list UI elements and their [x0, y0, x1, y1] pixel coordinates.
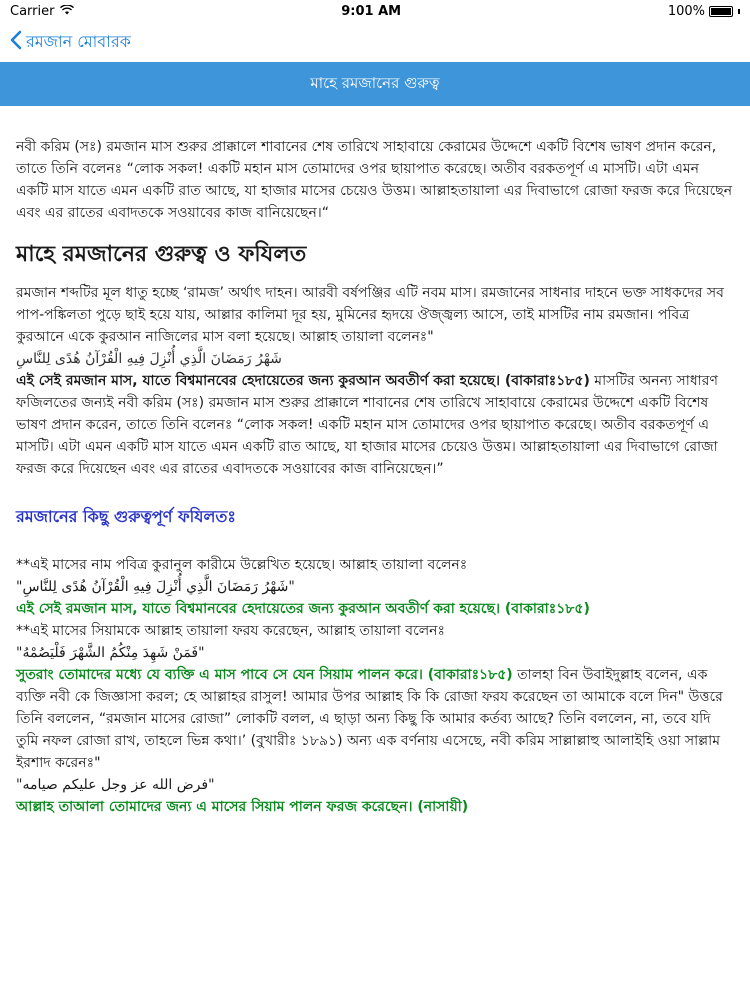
carrier-label: Carrier	[10, 3, 55, 19]
article-content	[0, 106, 750, 818]
point-2: **এই মাসের সিয়ামকে আল্লাহ তায়ালা ফরয করেছেন, আল্লাহ তায়ালা বলেনঃ	[16, 623, 445, 639]
quran-translation-bold: এই সেই রমজান মাস, যাতে বিশ্বমানবের হেদায়েতের জন্য কুরআন অবতীর্ণ করা হয়েছে। (বাকারাঃ১৮৫)	[16, 373, 590, 389]
green-translation-2: সুতরাং তোমাদের মধ্যে যে ব্যক্তি এ মাস পাবে সে যেন সিয়াম পালন করে। (বাকারাঃ১৮৫)	[16, 667, 513, 683]
paragraph-virtue-text: মাসটির অনন্য সাধারণ ফজিলতের জন্যই নবী করিম (সঃ) রমজান মাস শুরুর প্রাক্কালে শাবানের শেষ তারিখে সাহাবায়ে কেরামের উদ্দেশে একটি বিশেষ ভাষণ প্রদান করেন, তাতে তিনি বলেনঃ “লোক সকল! একটি মহান মাস তোমাদের ওপর ছায়াপাত করেছে। অতীব বরকতপূর্ণ এ মাসটি। এটা এমন একটি মাস যাতে এমন একটি রাত আছে, যা হাজার মাসের চেয়েও উত্তম। আল্লাহতায়ালা এর দিবাভাগে রোজা ফরজ করে দিয়েছেন এবং এর রাতের এবাদতকে সওয়াবের কাজ বানিয়েছেন।”	[16, 373, 718, 477]
paragraph-hadith-text: তালহা বিন উবাইদুল্লাহ বলেন, এক ব্যক্তি নবী কে জিজ্ঞাসা করল; হে আল্লাহর রাসুল! আমার উপর আল্লাহ কি কি রোজা ফরয করেছেন তা আমাকে বলে দিন" উত্তরে তিনি বললেন, “রমজান মাসের রোজা” লোকটি বলল, এ ছাড়া অন্য কিছু কি আমার কর্তব্য আছে? তিনি বললেন, না, তবে যদি তুমি নফল রোজা রাখ, তাহলে ভিন্ন কথা।’ (বুখারীঃ ১৮৯১) অন্য এক বর্ণনায় এসেছে, নবী করিম সাল্লাল্লাহু আলাইহি ওয়া সাল্লাম ইরশাদ করেনঃ"	[16, 667, 723, 771]
green-translation-1: এই সেই রমজান মাস, যাতে বিশ্বমানবের হেদায়েতের জন্য কুরআন অবতীর্ণ করা হয়েছে। (বাকারাঃ১৮৫)	[16, 601, 590, 617]
intro-paragraph: নবী করিম (সঃ) রমজান মাস শুরুর প্রাক্কালে শাবানের শেষ তারিখে সাহাবায়ে কেরামের উদ্দেশে একটি বিশেষ ভাষণ প্রদান করেন, তাতে তিনি বলেনঃ “লোক সকল! একটি মহান মাস তোমাদের ওপর ছায়াপাত করেছে। অতীব বরকতপূর্ণ এ মাসটি। এটা এমন একটি মাস যাতে এমন একটি রাত আছে, যা হাজার মাসের চেয়েও উত্তম। আল্লাহতায়ালা এর দিবাভাগে রোজা ফরজ করে দিয়েছেন এবং এর রাতের এবাদতকে সওয়াবের কাজ বানিয়েছেন।“	[16, 139, 733, 221]
green-translation-3: আল্লাহ তাআলা তোমাদের জন্য এ মাসের সিয়াম পালন ফরজ করেছেন। (নাসায়ী)	[16, 799, 469, 815]
arabic-verse-2: "شَهْرُ رَمَضَانَ الَّذِي أُنْزِلَ فِيهِ الْقُرْآنُ هُدًى لِلنَّاسِ"	[16, 579, 295, 595]
battery-icon	[709, 6, 733, 17]
arabic-verse-4: "فرض الله عز وجل عليكم صيامه"	[16, 777, 215, 793]
virtues-subheading: রমজানের কিছু গুরুত্বপূর্ণ ফযিলতঃ	[16, 507, 236, 526]
status-left	[10, 4, 74, 19]
status-bar	[0, 0, 750, 22]
battery-fill	[711, 8, 731, 15]
back-button[interactable]	[10, 29, 131, 56]
navigation-bar	[0, 22, 750, 62]
page-title: মাহে রমজানের গুরুত্ব	[310, 73, 440, 92]
arabic-verse-3: "فَمَنْ شَهِدَ مِنْكُمُ الشَّهْرَ فَلْيَصُمْهُ"	[16, 645, 205, 661]
paragraph-meaning: রমজান শব্দটির মূল ধাতু হচ্ছে ‘রামজ’ অর্থাৎ দাহন। আরবী বর্ষপঞ্জির এটি নবম মাস। রমজানের সাধনার দাহনে ভক্ত সাধকদের সব পাপ-পঙ্কিলতা পুড়ে ছাই হয়ে যায়, আল্লার কালিমা দূর হয়, মুমিনের হৃদয়ে ঔজ্জ্বল্য আসে, তাই মাসটির নাম রমজান। পবিত্র কুরআনে একে কুরআন নাজিলের মাস বলা হয়েছে। আল্লাহ তায়ালা বলেনঃ"	[16, 285, 724, 345]
back-button-label: রমজান মোবারক	[26, 31, 131, 51]
paragraph-virtue	[16, 370, 734, 480]
page-title-bar	[0, 62, 750, 106]
point-1: **এই মাসের নাম পবিত্র কুরানুল কারীমে উল্লেখিত হয়েছে। আল্লাহ তায়ালা বলেনঃ	[16, 557, 468, 573]
section-heading: মাহে রমজানের গুরুত্ব ও ফযিলত	[16, 242, 307, 267]
battery-tip	[738, 9, 740, 14]
wifi-icon	[60, 4, 74, 19]
status-right	[668, 4, 740, 19]
chevron-left-icon	[10, 30, 22, 54]
paragraph-hadith	[16, 664, 734, 774]
battery-percent: 100%	[667, 3, 705, 19]
arabic-verse-1: شَهْرُ رَمَضَانَ الَّذِي أُنْزِلَ فِيهِ الْقُرْآنُ هُدًى لِلنَّاسِ	[16, 351, 282, 367]
status-time: 9:01 AM	[341, 3, 402, 19]
